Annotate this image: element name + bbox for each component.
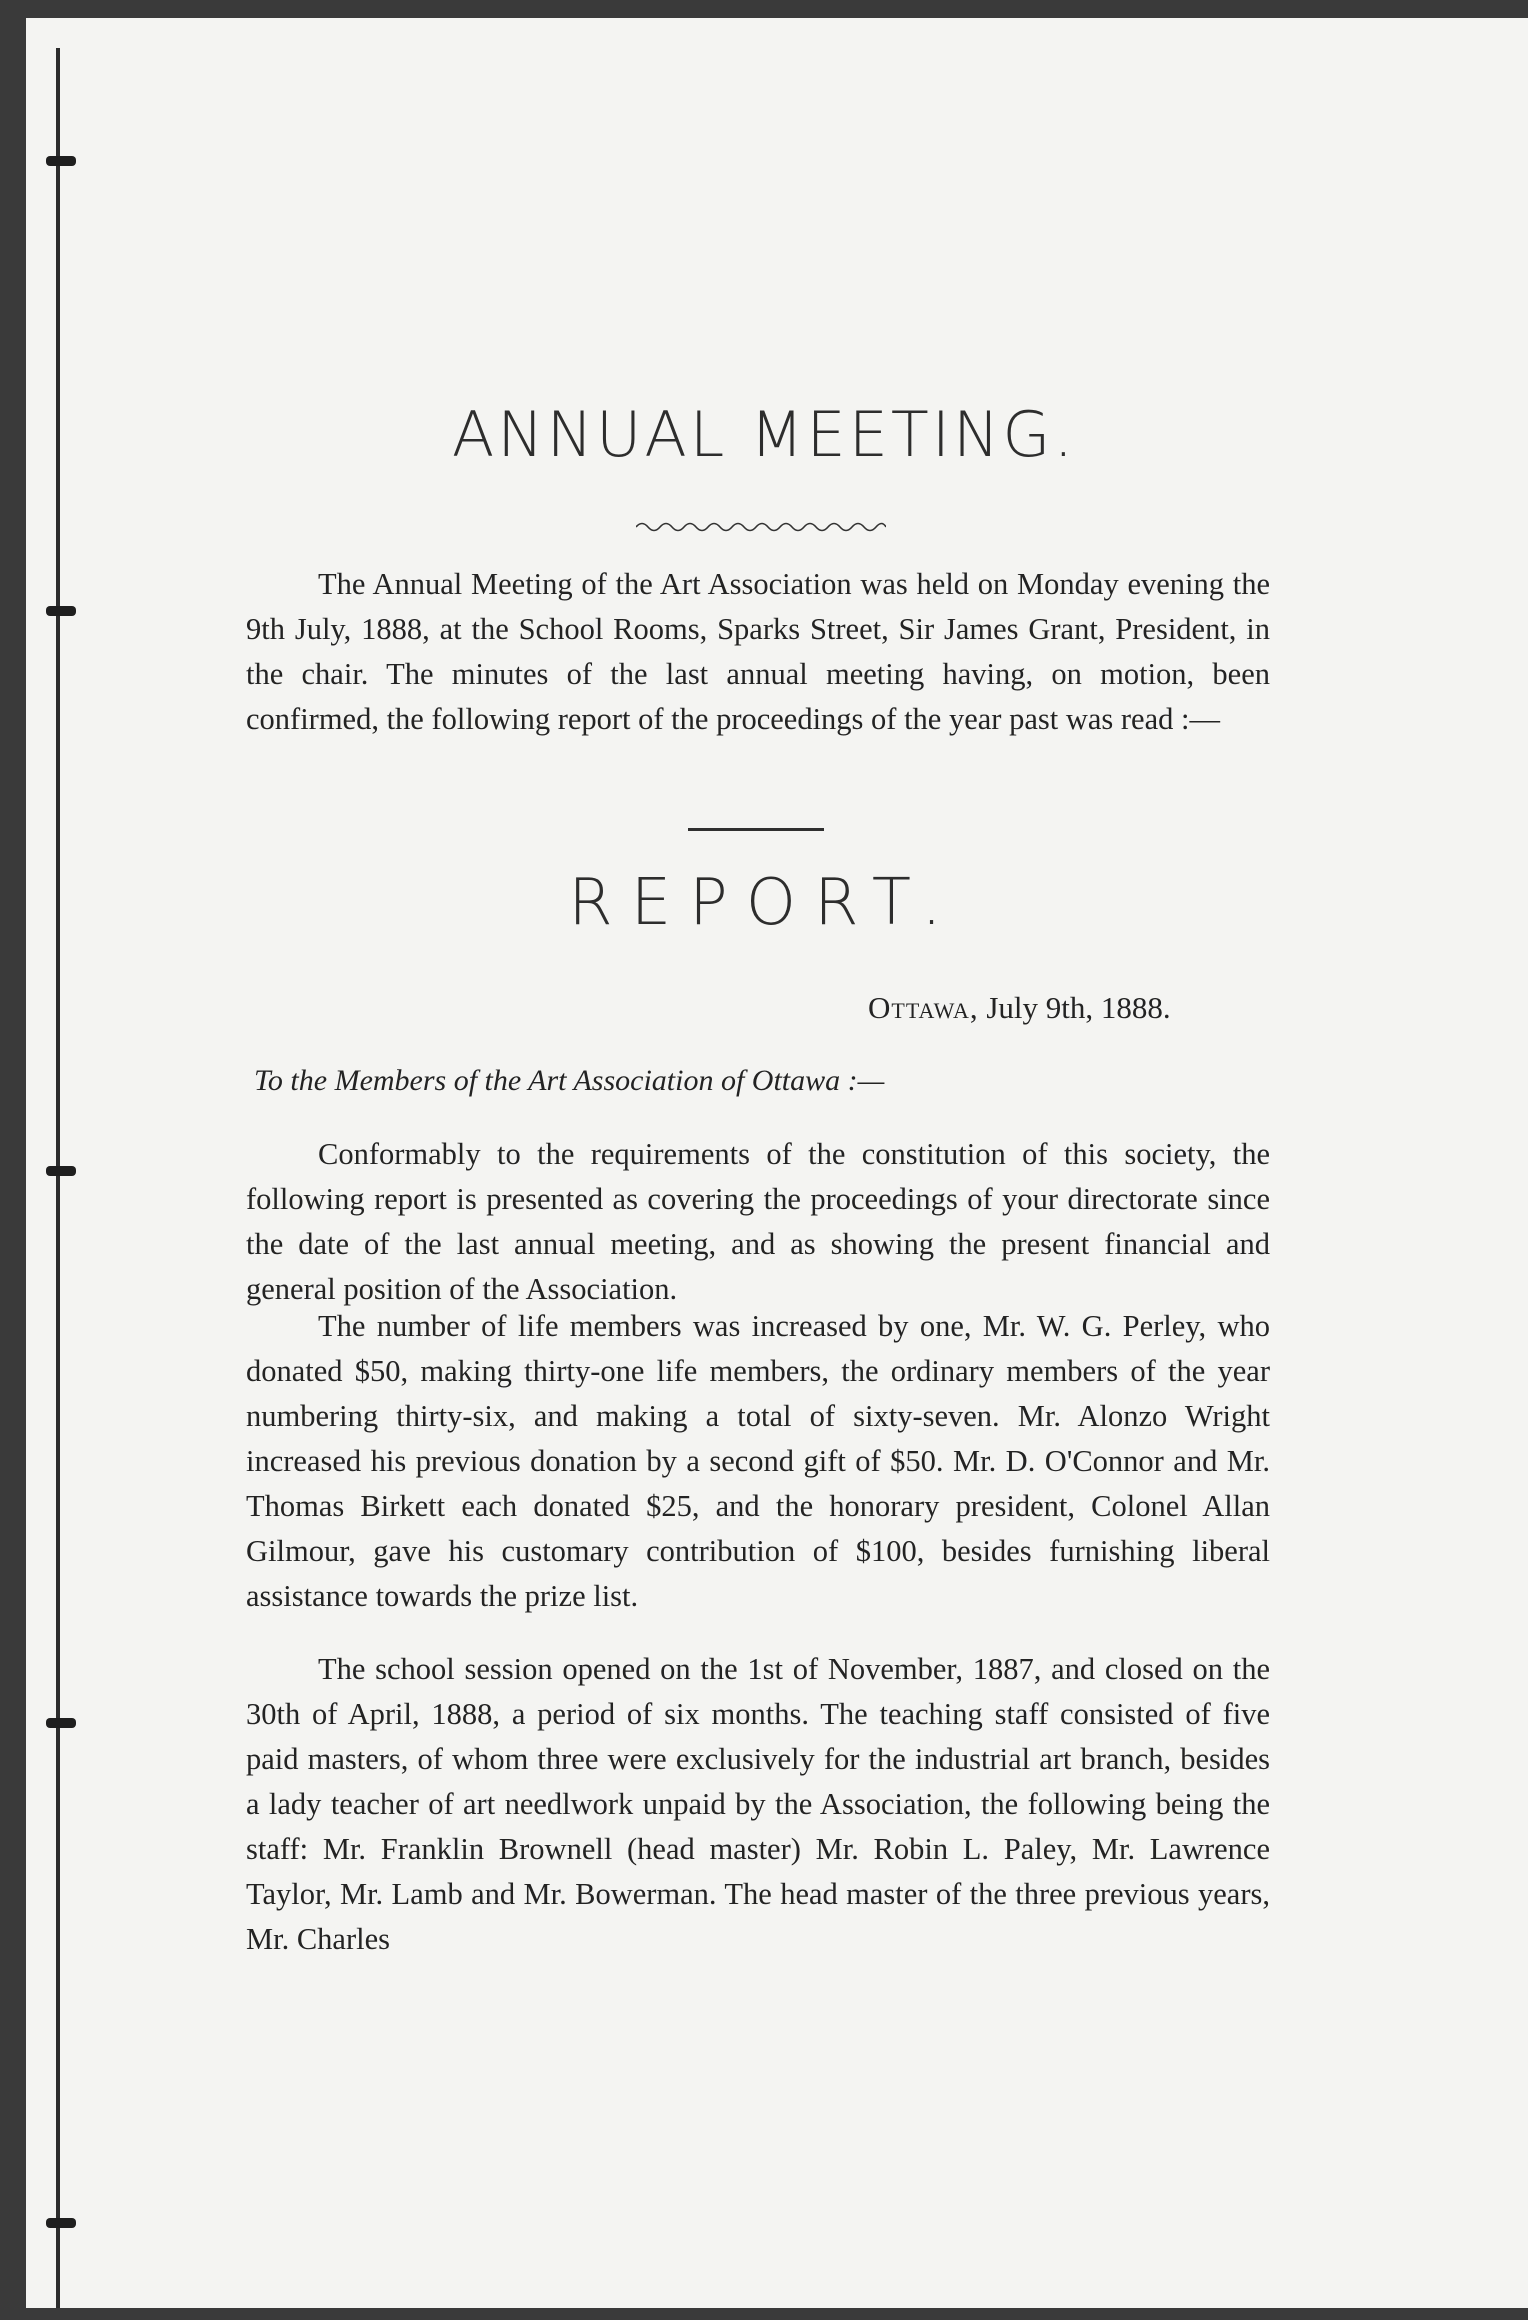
report-paragraph: The number of life members was increased by one, Mr. W. G. Perley, who donated $50, making thirty-one life members, the ordinary members of the year numbering thirty-six, and making a total of sixty-seven. Mr. Alonzo Wright increased his previous donation by a second gift of $50. Mr. D. O'Connor and Mr. Thomas Birkett each donated $25, and the honorary president, Colonel Allan Gilmour, gave his customary contribution of $100, besides furnishing liberal assistance towards the prize list. xyxy=(246,1309,1270,1613)
intro-paragraph: The Annual Meeting of the Art Association was held on Monday evening the 9th July, 1888, at the School Rooms, Sparks Street, Sir James Grant, President, in the chair. The minutes of the last annual meeting having, on motion, been confirmed, the following report of the proceedings of the year past was read :— xyxy=(246,567,1270,736)
report-heading: REPORT. xyxy=(568,866,960,940)
binding-stitch xyxy=(46,2218,76,2228)
section-divider xyxy=(688,828,824,831)
binding-edge xyxy=(56,48,60,2308)
dateline-date: July 9th, 1888. xyxy=(986,990,1171,1025)
binding-stitch xyxy=(46,1166,76,1176)
binding-stitch xyxy=(46,1718,76,1728)
dateline xyxy=(868,990,1171,1026)
salutation: To the Members of the Art Association of Ottawa :— xyxy=(254,1064,885,1097)
report-paragraph: Conformably to the requirements of the constitution of this society, the following report is presented as covering the proceedings of your directorate since the date of the last annual meeting, and as showing the present financial and general position of the Association. xyxy=(246,1137,1270,1306)
report-paragraph: The school session opened on the 1st of November, 1887, and closed on the 30th of April, 1888, a period of six months. The teaching staff consisted of five paid masters, of whom three were exclusively for the industrial art branch, besides a lady teacher of art needlwork unpaid by the Association, the following being the staff: Mr. Franklin Brownell (head master) Mr. Robin L. Paley, Mr. Lawrence Taylor, Mr. Lamb and Mr. Bowerman. The head master of the three previous years, Mr. Charles xyxy=(246,1652,1270,1956)
dateline-place: Ottawa, xyxy=(868,990,979,1025)
binding-stitch xyxy=(46,606,76,616)
binding-stitch xyxy=(46,156,76,166)
wavy-ornament xyxy=(636,520,886,534)
annual-meeting-heading: ANNUAL MEETING. xyxy=(451,398,1077,471)
